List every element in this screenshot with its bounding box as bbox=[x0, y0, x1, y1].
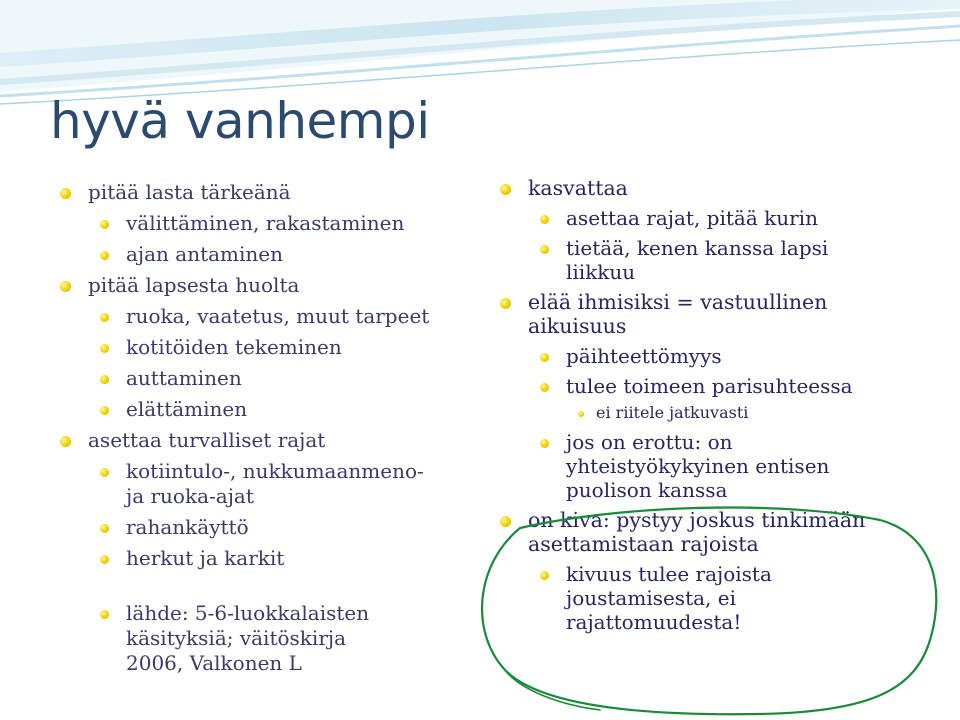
list-item: ajan antaminen bbox=[60, 242, 460, 267]
list-item: asettaa turvalliset rajat bbox=[60, 428, 460, 453]
list-item: jos on erottu: on yhteistyökykyinen entisen puolison kanssa bbox=[500, 430, 886, 502]
list-item: ruoka, vaatetus, muut tarpeet bbox=[60, 304, 460, 329]
list-item: ei riitele jatkuvasti bbox=[500, 402, 920, 424]
bullet-icon bbox=[100, 555, 109, 564]
list-item: tulee toimeen parisuhteessa bbox=[500, 374, 920, 398]
list-item: asettaa rajat, pitää kurin bbox=[500, 206, 920, 230]
bullet-icon bbox=[540, 571, 549, 580]
bullet-icon bbox=[100, 251, 109, 260]
list-item: on kiva: pystyy joskus tinkimään asettamistaan rajoista bbox=[500, 508, 928, 556]
slide-title: hyvä vanhempi bbox=[50, 92, 430, 150]
bullet-icon bbox=[100, 313, 109, 322]
bullet-icon bbox=[500, 516, 511, 527]
bullet-icon bbox=[100, 610, 109, 619]
list-item: välittäminen, rakastaminen bbox=[60, 211, 460, 236]
bullet-icon bbox=[60, 281, 71, 292]
list-item: rahankäyttö bbox=[60, 515, 460, 540]
list-item: pitää lasta tärkeänä bbox=[60, 180, 460, 205]
left-column bbox=[60, 180, 460, 676]
list-item: tietää, kenen kanssa lapsi liikkuu bbox=[500, 236, 866, 284]
list-item: elää ihmisiksi = vastuullinen aikuisuus bbox=[500, 290, 868, 338]
list-item: herkut ja karkit bbox=[60, 546, 460, 571]
list-item: kotitöiden tekeminen bbox=[60, 335, 460, 360]
bullet-icon bbox=[540, 353, 549, 362]
bullet-icon bbox=[100, 468, 109, 477]
list-item: kotiintulo-, nukkumaanmeno- ja ruoka-ajat bbox=[60, 459, 426, 509]
bullet-icon bbox=[500, 184, 511, 195]
list-item: kivuus tulee rajoista joustamisesta, ei rajattomuudesta! bbox=[500, 562, 816, 634]
bullet-icon bbox=[578, 411, 584, 417]
source-note: lähde: 5-6-luokkalaisten käsityksiä; väitöskirja 2006, Valkonen L bbox=[60, 601, 396, 676]
list-item: päihteettömyys bbox=[500, 344, 920, 368]
bullet-icon bbox=[540, 245, 549, 254]
bullet-icon bbox=[540, 383, 549, 392]
bullet-icon bbox=[100, 220, 109, 229]
bullet-icon bbox=[100, 344, 109, 353]
bullet-icon bbox=[100, 406, 109, 415]
bullet-icon bbox=[500, 298, 511, 309]
list-item: auttaminen bbox=[60, 366, 460, 391]
bullet-icon bbox=[100, 375, 109, 384]
right-column bbox=[500, 176, 920, 634]
bullet-icon bbox=[540, 215, 549, 224]
bullet-icon bbox=[60, 188, 71, 199]
bullet-icon bbox=[100, 524, 109, 533]
list-item: pitää lapsesta huolta bbox=[60, 273, 460, 298]
bullet-icon bbox=[60, 436, 71, 447]
list-item: kasvattaa bbox=[500, 176, 920, 200]
bullet-icon bbox=[540, 439, 549, 448]
list-item: elättäminen bbox=[60, 397, 460, 422]
